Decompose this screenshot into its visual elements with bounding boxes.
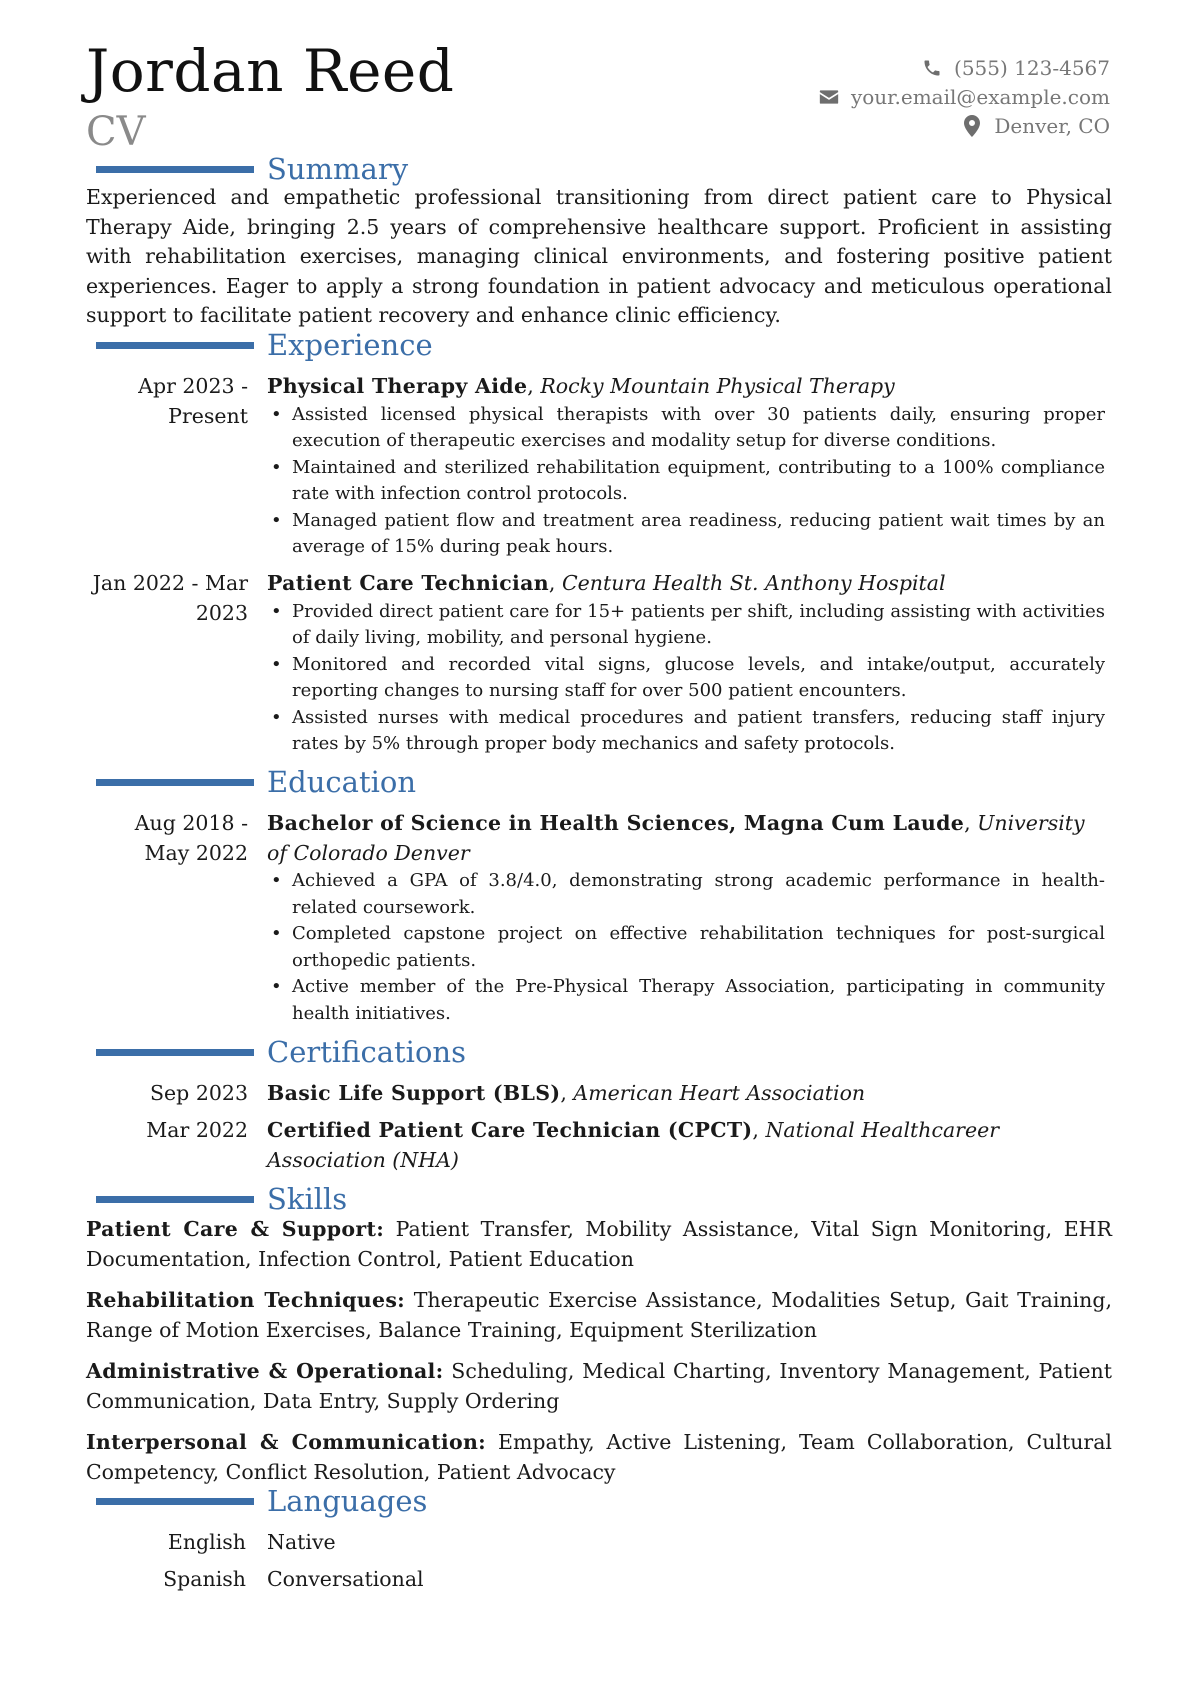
section-experience-heading <box>96 330 1096 364</box>
section-title: Education <box>267 765 417 799</box>
job-role: Patient Care Technician <box>267 571 549 595</box>
phone-text: (555) 123-4567 <box>954 55 1110 80</box>
entry-date: Apr 2023 - Present <box>138 374 248 428</box>
entry-title: Basic Life Support (BLS), American Heart Association <box>267 1081 866 1105</box>
entry-date: Aug 2018 - May 2022 <box>134 811 248 865</box>
degree: Bachelor of Science in Health Sciences, Magna Cum Laude <box>267 811 965 835</box>
skill-items: Scheduling, Medical Charting, Inventory Management, Patient Communication, Data Entry, Supply Ordering <box>86 1359 1112 1413</box>
language-row <box>86 1528 686 1558</box>
employer: Rocky Mountain Physical Therapy <box>540 374 895 398</box>
contact-location <box>819 111 1110 140</box>
job-role: Physical Therapy Aide <box>267 374 528 398</box>
contact-phone <box>819 53 1110 82</box>
language-level: Conversational <box>267 1567 424 1591</box>
skill-group <box>86 1357 1112 1416</box>
section-accent-bar <box>96 166 254 173</box>
institution: University of Colorado Denver <box>267 811 1085 865</box>
entry-title: Physical Therapy Aide, Rocky Mountain Physical Therapy <box>267 374 895 398</box>
skills-list <box>86 1215 1112 1499</box>
bullet-list <box>267 402 1105 561</box>
entry-date: Mar 2022 <box>146 1118 248 1142</box>
section-accent-bar <box>96 1049 254 1056</box>
bullet-item: • Assisted nurses with medical procedures and patient transfers, reducing staff injury rates by 5% through proper body mechanics and safety protocols. <box>267 705 1105 758</box>
issuer: National Healthcareer Association (NHA) <box>267 1118 1000 1172</box>
bullet-list <box>267 868 1105 1027</box>
skill-group <box>86 1428 1112 1487</box>
section-accent-bar <box>96 342 254 349</box>
employer: Centura Health St. Anthony Hospital <box>561 571 946 595</box>
section-title: Skills <box>267 1182 348 1216</box>
section-languages-heading <box>96 1486 1096 1520</box>
skill-category: Administrative & Operational: <box>86 1359 444 1383</box>
section-education-heading <box>96 767 1096 801</box>
skill-group <box>86 1215 1112 1274</box>
entry-title: Bachelor of Science in Health Sciences, Magna Cum Laude, University of Colorado Denver <box>267 811 1085 865</box>
phone-icon <box>922 58 942 78</box>
certification-name: Certified Patient Care Technician (CPCT) <box>267 1118 753 1142</box>
language-row <box>86 1565 686 1595</box>
section-title: Summary <box>267 152 409 186</box>
section-skills-heading <box>96 1184 1096 1218</box>
location-text: Denver, CO <box>994 113 1110 138</box>
bullet-list <box>267 599 1105 758</box>
skill-category: Rehabilitation Techniques: <box>86 1288 406 1312</box>
language-name: English <box>167 1530 246 1554</box>
entry-date: Jan 2022 - Mar 2023 <box>92 571 248 625</box>
bullet-item: • Maintained and sterilized rehabilitation equipment, contributing to a 100% compliance rate with infection control protocols. <box>267 455 1105 508</box>
section-accent-bar <box>96 779 254 786</box>
section-title: Languages <box>267 1484 428 1518</box>
section-accent-bar <box>96 1498 254 1505</box>
section-certifications-heading <box>96 1037 1096 1071</box>
bullet-item: • Achieved a GPA of 3.8/4.0, demonstrating strong academic performance in health-related coursework. <box>267 868 1105 921</box>
section-title: Experience <box>267 328 433 362</box>
bullet-item: • Monitored and recorded vital signs, glucose levels, and intake/output, accurately reporting changes to nursing staff for over 500 patient encounters. <box>267 652 1105 705</box>
contact-block <box>819 53 1110 140</box>
summary-paragraph: Experienced and empathetic professional transitioning from direct patient care to Physical Therapy Aide, bringing 2.5 years of comprehensive healthcare support. Proficient in assisting with rehabilitation exercises, managing clinical environments, and fostering positive patient experiences. Eager to apply a strong foundation in patient advocacy and meticulous operational support to facilitate patient recovery and enhance clinic efficiency. <box>86 185 1112 327</box>
envelope-icon <box>819 87 839 107</box>
bullet-item: • Completed capstone project on effective rehabilitation techniques for post-surgical orthopedic patients. <box>267 921 1105 974</box>
entry-date: Sep 2023 <box>150 1081 248 1105</box>
contact-email <box>819 82 1110 111</box>
section-accent-bar <box>96 1196 254 1203</box>
email-link[interactable]: your.email@example.com <box>850 84 1110 109</box>
skill-group <box>86 1286 1112 1345</box>
section-title: Certifications <box>267 1035 466 1069</box>
skill-items: Empathy, Active Listening, Team Collaboration, Cultural Competency, Conflict Resolution, Patient Advocacy <box>86 1430 1112 1484</box>
candidate-name: Jordan Reed <box>86 37 455 105</box>
bullet-item: • Managed patient flow and treatment area readiness, reducing patient wait times by an average of 15% during peak hours. <box>267 508 1105 561</box>
skill-category: Interpersonal & Communication: <box>86 1430 487 1454</box>
document-subtitle: CV <box>86 109 146 155</box>
skill-items: Patient Transfer, Mobility Assistance, Vital Sign Monitoring, EHR Documentation, Infection Control, Patient Education <box>86 1217 1112 1271</box>
entry-title: Patient Care Technician, Centura Health St. Anthony Hospital <box>267 571 946 595</box>
bullet-item: • Provided direct patient care for 15+ patients per shift, including assisting with activities of daily living, mobility, and personal hygiene. <box>267 599 1105 652</box>
map-marker-icon <box>962 116 982 136</box>
certification-name: Basic Life Support (BLS) <box>267 1081 561 1105</box>
skill-category: Patient Care & Support: <box>86 1217 385 1241</box>
bullet-item: • Assisted licensed physical therapists with over 30 patients daily, ensuring proper execution of therapeutic exercises and modality setup for diverse conditions. <box>267 402 1105 455</box>
skill-items: Therapeutic Exercise Assistance, Modalities Setup, Gait Training, Range of Motion Exercises, Balance Training, Equipment Sterilization <box>86 1288 1112 1342</box>
entry-title: Certified Patient Care Technician (CPCT), National Healthcareer Association (NHA) <box>267 1118 1000 1172</box>
bullet-item: • Active member of the Pre-Physical Therapy Association, participating in community health initiatives. <box>267 974 1105 1027</box>
issuer: American Heart Association <box>573 1081 866 1105</box>
language-name: Spanish <box>163 1567 246 1591</box>
language-level: Native <box>267 1530 336 1554</box>
